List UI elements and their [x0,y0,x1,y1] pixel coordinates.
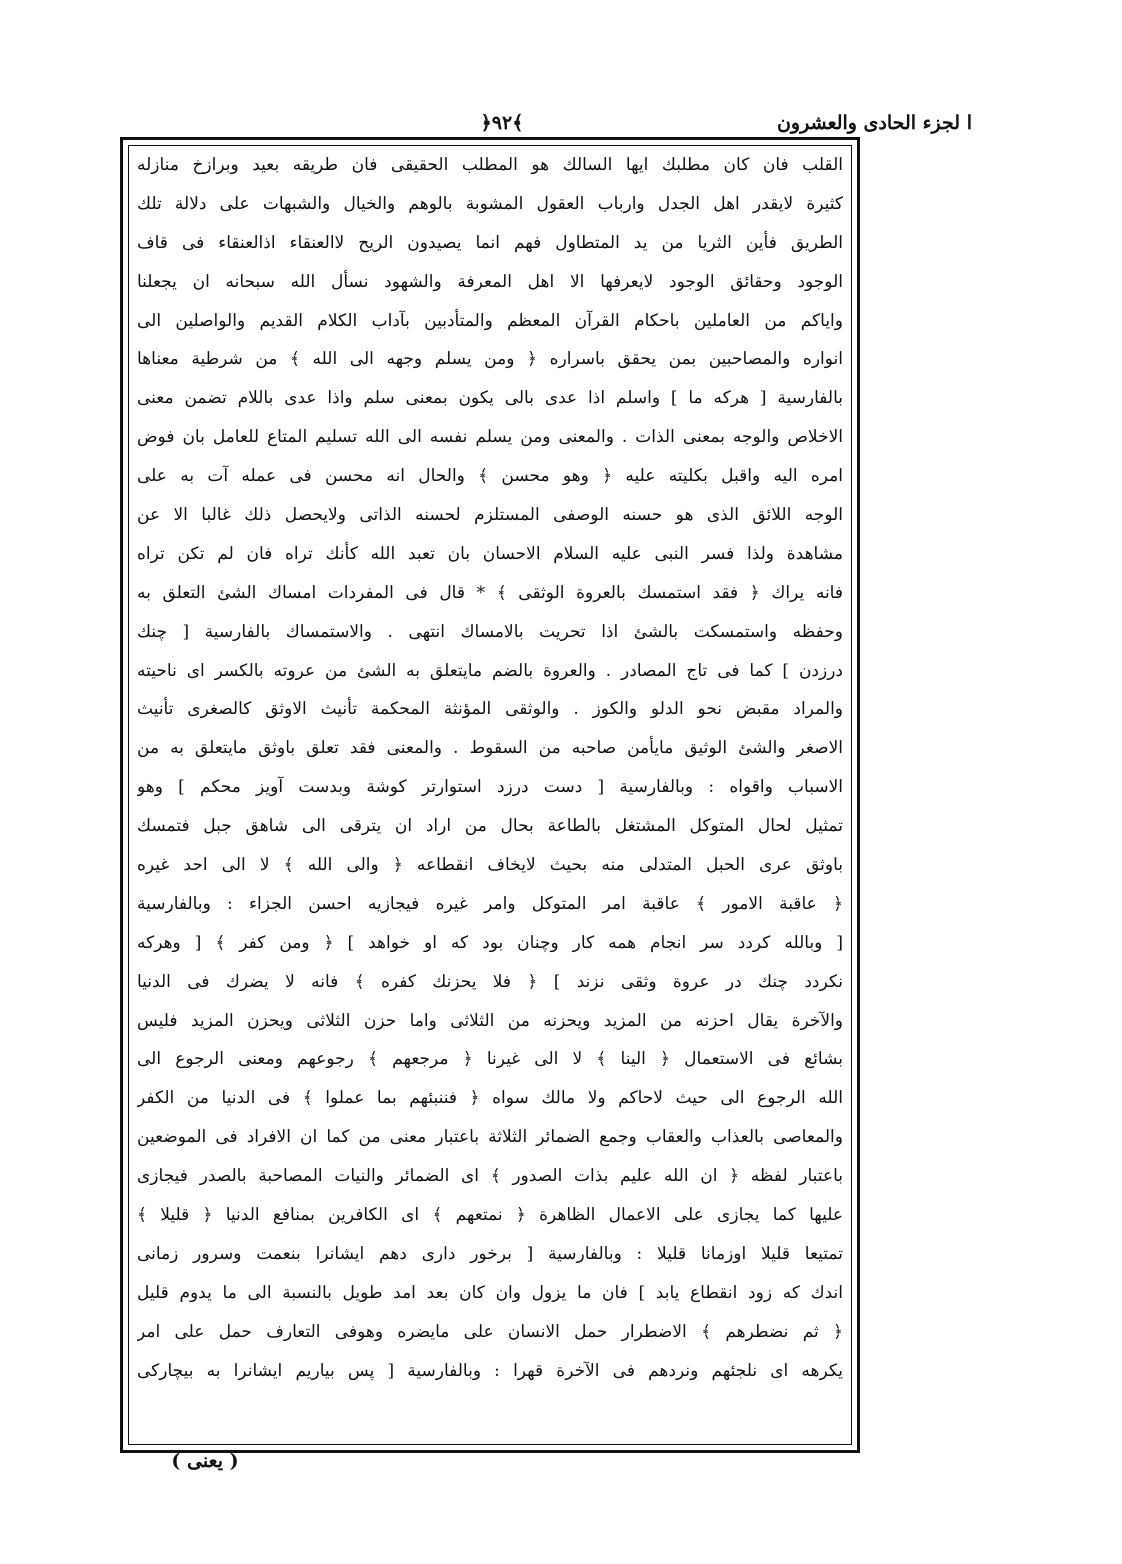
page-number: ﴿٩٢﴾ [480,112,524,134]
text-line: ﴿ ثم نضطرهم ﴾ الاضطرار حمل الانسان على مايضره وهوفى التعارف حمل على امر [137,1321,843,1342]
text-line: عليها كما يجازى على الاعمال الظاهرة ﴿ نمتعهم ﴾ اى الكافرين بمنافع الدنيا ﴿ قليلا ﴾ [137,1205,843,1226]
text-line: والمعاصى بالعذاب والعقاب وجمع الضمائر الثلاثة باعتبار معنى من كما ان الافراد فى الموضعين [137,1127,843,1148]
text-line: باوثق عرى الحبل المتدلى منه بحيث لايخاف انقطاعه ﴿ والى الله ﴾ لا الى احد غيره [137,855,843,876]
text-line: امره اليه واقبل بكليته عليه ﴿ وهو محسن ﴾ والحال انه محسن فى عمله آت به على [137,466,843,487]
text-line: يكرهه اى نلجئهم ونردهم فى الآخرة قهرا : وبالفارسية [ پس بياريم ايشانرا به بيچاركى [137,1360,843,1381]
text-line: الاسباب واقواه : وبالفارسية [ دست درزد استوارتر كوشة وبدست آويز محكم ] وهو [137,777,843,798]
text-line: اندك كه زود انقطاع يابد ] فان ما يزول وان كان بعد امد طويل بالنسبة الى ما يدوم قليل [137,1282,843,1303]
text-line: بالفارسية [ هركه ما ] واسلم اذا عدى بالى يكون بمعنى سلم واذا عدى باللام تضمن معنى [137,388,843,409]
text-frame [120,137,860,1453]
text-line: درزدن ] كما فى تاج المصادر . والعروة بالضم مايتعلق به الشئ من عروته بالكسر اى ناحيته [137,660,843,681]
text-line: كثيرة لايقدر اهل الجدل وارباب العقول المشوبة بالوهم والخيال والشبهات على دلالة تلك [137,193,843,214]
text-line: الله الرجوع الى حيث لاحاكم ولا مالك سواه ﴿ فننبئهم بما عملوا ﴾ فى الدنيا من الكفر [137,1088,843,1109]
text-line: [ وبالله كردد سر انجام همه كار وچنان بود كه او خواهد ] ﴿ ومن كفر ﴾ [ وهركه [137,932,843,953]
text-line: بشائع فى الاستعمال ﴿ الينا ﴾ لا الى غيرنا ﴿ مرجعهم ﴾ رجوعهم ومعنى الرجوع الى [137,1049,843,1070]
text-line: ﴿ عاقبة الامور ﴾ عاقبة امر المتوكل وامر غيره فيجازيه احسن الجزاء : وبالفارسية [137,893,843,914]
text-line: الاخلاص والوجه بمعنى الذات . والمعنى ومن يسلم نفسه الى الله تسليم المتاع للعامل بان فوض [137,427,843,448]
text-line: تمثيل لحال المتوكل المشتغل بالطاعة بحال من اراد ان يترقى الى شاهق جبل فتمسك [137,816,843,837]
text-line: الطريق فأين الثريا من يد المتطاول فهم انما يصيدون الريح لاالعنقاء اذالعنقاء فى قاف [137,232,843,253]
text-line: الوجود وحقائق الوجود لايعرفها الا اهل المعرفة والشهود نسأل الله سبحانه ان يجعلنا [137,271,843,292]
running-head: ا لجزء الحادى والعشرون [776,112,972,134]
text-line: الوجه اللائق الذى هو حسنه الوصفى المستلزم لحسنه الذاتى ولايحصل ذلك غالبا الا عن [137,505,843,526]
text-line: انواره والمصاحبين بمن يحقق باسراره ﴿ ومن يسلم وجهه الى الله ﴾ من شرطية معناها [137,349,843,370]
text-line: والآخرة يقال احزنه من المزيد ويحزنه من الثلاثى واما حزن الثلاثى ويحزن المزيد فليس [137,1010,843,1031]
text-line: القلب فان كان مطلبك ايها السالك هو المطلب الحقيقى فان طريقه بعيد وبرازخ منازله [137,155,843,175]
text-line: والمراد مقبض نحو الدلو والكوز . والوثقى المؤنثة المحكمة تأنيث الاوثق كالصغرى تأنيث [137,699,843,720]
text-line: واياكم من العاملين باحكام القرآن المعظم والمتأدبين بآداب الكلام القديم والواصلين الى [137,310,843,331]
text-line: تمتيعا قليلا اوزمانا قليلا : وبالفارسية [ برخور دارى دهم ايشانرا بنعمت وسرور زمانى [137,1243,843,1264]
text-line: باعتبار لفظه ﴿ ان الله عليم بذات الصدور ﴾ اى الضمائر والنيات المصاحبة بالصدر فيجازى [137,1166,843,1187]
text-line: فانه يراك ﴿ فقد استمسك بالعروة الوثقى ﴾ * قال فى المفردات امساك الشئ التعلق به [137,582,843,603]
text-body [137,146,843,1391]
text-line: مشاهدة ولذا فسر النبى عليه السلام الاحسان بان تعبد الله كأنك تراه فان لم تكن تراه [137,543,843,564]
text-line: نكردد چنك در عروة وثقى نزند ] ﴿ فلا يحزنك كفره ﴾ فانه لا يضرك فى الدنيا [137,971,843,992]
catchword: ( يعنى ) [171,1450,239,1472]
text-line: الاصغر والشئ الوثيق مايأمن صاحبه من السقوط . والمعنى فقد تعلق باوثق مايتعلق به من [137,738,843,759]
text-line: وحفظه واستمسكت بالشئ اذا تحريت بالامساك انتهى . والاستمساك بالفارسية [ چنك [137,621,843,642]
